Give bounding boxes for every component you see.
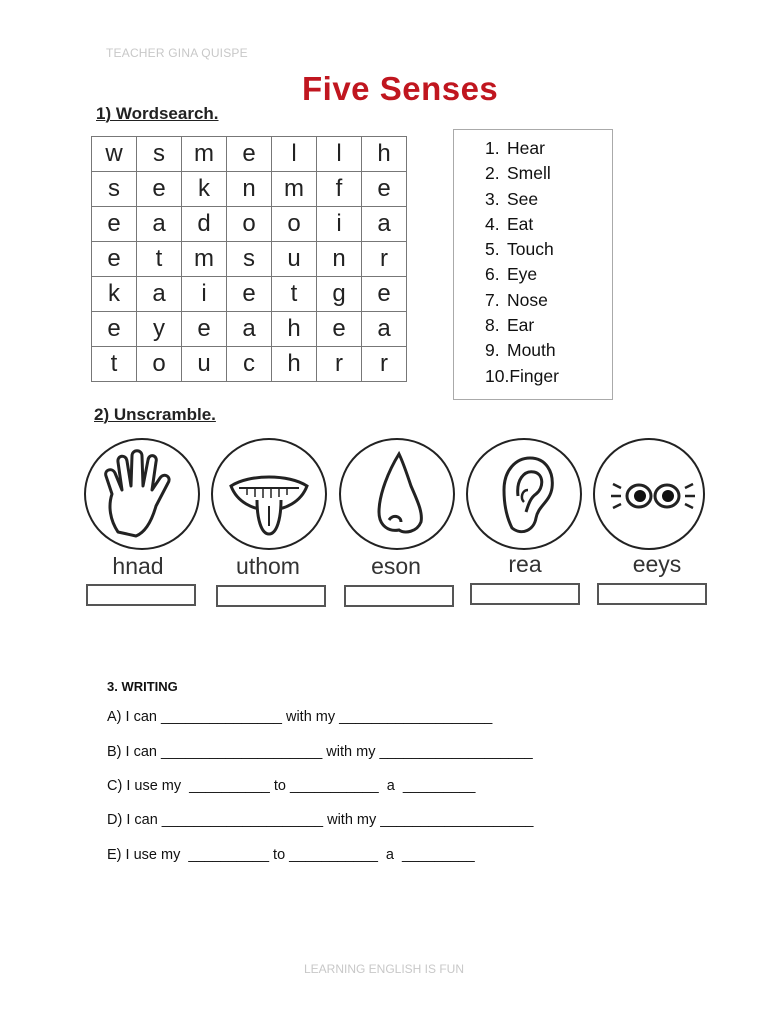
grid-cell[interactable]: f (317, 172, 362, 207)
word-text: Smell (507, 163, 551, 184)
word-text: Hear (507, 138, 545, 158)
nose-picture (339, 438, 455, 550)
answer-box[interactable] (86, 584, 196, 606)
grid-cell[interactable]: a (137, 277, 182, 312)
grid-cell[interactable]: h (272, 347, 317, 382)
word-number: 8. (485, 315, 500, 336)
grid-row (92, 312, 407, 347)
grid-cell[interactable]: a (227, 312, 272, 347)
grid-cell[interactable]: e (92, 207, 137, 242)
page-title: Five Senses (302, 70, 499, 107)
grid-row (92, 172, 407, 207)
writing-line[interactable]: C) I use my __________ to ___________ a _________ (107, 778, 476, 794)
word-list-item (485, 237, 612, 262)
grid-cell[interactable]: g (317, 277, 362, 312)
word-list-item (485, 338, 612, 363)
grid-cell[interactable]: e (92, 242, 137, 277)
footer-text: LEARNING ENGLISH IS FUN (303, 962, 465, 976)
word-text: Mouth (507, 340, 556, 361)
word-number: 4. (485, 213, 500, 234)
grid-cell[interactable]: a (362, 312, 407, 347)
grid-cell[interactable]: t (137, 242, 182, 277)
grid-cell[interactable]: h (272, 312, 317, 347)
word-list (454, 130, 612, 389)
grid-cell[interactable]: o (272, 207, 317, 242)
answer-box[interactable] (470, 583, 580, 605)
grid-cell[interactable]: l (272, 137, 317, 172)
word-number: 10. (485, 365, 510, 386)
word-list-item (485, 262, 612, 287)
answer-box[interactable] (344, 585, 454, 607)
grid-cell[interactable]: y (137, 312, 182, 347)
word-number: 7. (485, 289, 500, 310)
word-text: Eat (507, 213, 534, 234)
grid-row (92, 207, 407, 242)
grid-cell[interactable]: m (182, 242, 227, 277)
word-number: 2. (485, 163, 500, 184)
grid-cell[interactable]: n (227, 172, 272, 207)
grid-row (92, 242, 407, 277)
grid-cell[interactable]: s (92, 172, 137, 207)
grid-cell[interactable]: a (362, 207, 407, 242)
word-list-item (485, 313, 612, 338)
writing-line[interactable]: E) I use my __________ to ___________ a _________ (107, 847, 475, 863)
grid-cell[interactable]: k (182, 172, 227, 207)
word-list-item (485, 212, 612, 237)
mouth-picture (211, 438, 327, 550)
scrambled-word: eson (371, 553, 421, 579)
grid-cell[interactable]: e (137, 172, 182, 207)
grid-cell[interactable]: o (137, 347, 182, 382)
grid-cell[interactable]: m (272, 172, 317, 207)
scrambled-word: rea (508, 551, 542, 577)
grid-cell[interactable]: e (182, 312, 227, 347)
ear-picture (466, 438, 582, 550)
grid-cell[interactable]: c (227, 347, 272, 382)
grid-cell[interactable]: i (182, 277, 227, 312)
answer-box[interactable] (216, 585, 326, 607)
grid-cell[interactable]: u (272, 242, 317, 277)
word-number: 6. (485, 264, 500, 285)
scrambled-word: uthom (236, 553, 300, 579)
word-list-item (485, 161, 612, 186)
ear-icon (468, 440, 580, 548)
grid-row (92, 137, 407, 172)
grid-row (92, 277, 407, 312)
grid-cell[interactable]: n (317, 242, 362, 277)
grid-cell[interactable]: e (317, 312, 362, 347)
word-text: Finger (509, 365, 559, 386)
grid-cell[interactable]: e (227, 277, 272, 312)
scrambled-word: eeys (632, 551, 682, 577)
grid-cell[interactable]: r (362, 242, 407, 277)
writing-line[interactable]: B) I can ____________________ with my ___________________ (107, 744, 533, 760)
grid-cell[interactable]: r (317, 347, 362, 382)
word-list-item (485, 187, 612, 212)
grid-cell[interactable]: u (182, 347, 227, 382)
grid-cell[interactable]: k (92, 277, 137, 312)
eyes-icon (595, 440, 705, 548)
eyes-picture (593, 438, 705, 550)
hand-picture (84, 438, 200, 550)
grid-cell[interactable]: o (227, 207, 272, 242)
word-list-box (453, 129, 613, 400)
grid-cell[interactable]: e (227, 137, 272, 172)
wordsearch-heading: 1) Wordsearch. (96, 104, 219, 123)
word-number: 3. (485, 188, 500, 209)
grid-cell[interactable]: r (362, 347, 407, 382)
word-list-item (485, 364, 612, 389)
unscramble-heading: 2) Unscramble. (94, 405, 216, 424)
teacher-name: TEACHER GINA QUISPE (106, 46, 248, 60)
hand-icon (86, 440, 198, 548)
grid-cell[interactable]: e (362, 172, 407, 207)
grid-cell[interactable]: e (362, 277, 407, 312)
grid-cell[interactable]: s (137, 137, 182, 172)
word-text: Ear (507, 315, 535, 336)
word-number: 9. (485, 340, 500, 361)
writing-line[interactable]: D) I can ____________________ with my ___________________ (107, 812, 534, 828)
grid-cell[interactable]: t (272, 277, 317, 312)
grid-cell[interactable]: i (317, 207, 362, 242)
grid-cell[interactable]: l (317, 137, 362, 172)
nose-icon (341, 440, 453, 548)
grid-cell[interactable]: d (182, 207, 227, 242)
grid-cell[interactable]: h (362, 137, 407, 172)
word-text: Eye (507, 264, 538, 285)
writing-heading: 3. WRITING (107, 679, 178, 694)
word-text: Touch (507, 239, 554, 260)
grid-cell[interactable]: a (137, 207, 182, 242)
scrambled-word: hnad (112, 553, 164, 579)
word-text: Nose (507, 289, 548, 310)
word-list-item (485, 288, 612, 313)
word-text: See (507, 188, 539, 209)
grid-cell[interactable]: s (227, 242, 272, 277)
writing-line[interactable]: A) I can _______________ with my ___________________ (107, 709, 493, 725)
mouth-icon (213, 440, 325, 548)
word-list-item (485, 136, 612, 161)
grid-cell[interactable]: t (92, 347, 137, 382)
word-number: 5. (485, 239, 500, 260)
word-number: 1. (485, 138, 500, 158)
wordsearch-grid (91, 136, 407, 382)
grid-row (92, 347, 407, 382)
answer-box[interactable] (597, 583, 707, 605)
grid-cell[interactable]: e (92, 312, 137, 347)
grid-cell[interactable]: w (92, 137, 137, 172)
grid-cell[interactable]: m (182, 137, 227, 172)
